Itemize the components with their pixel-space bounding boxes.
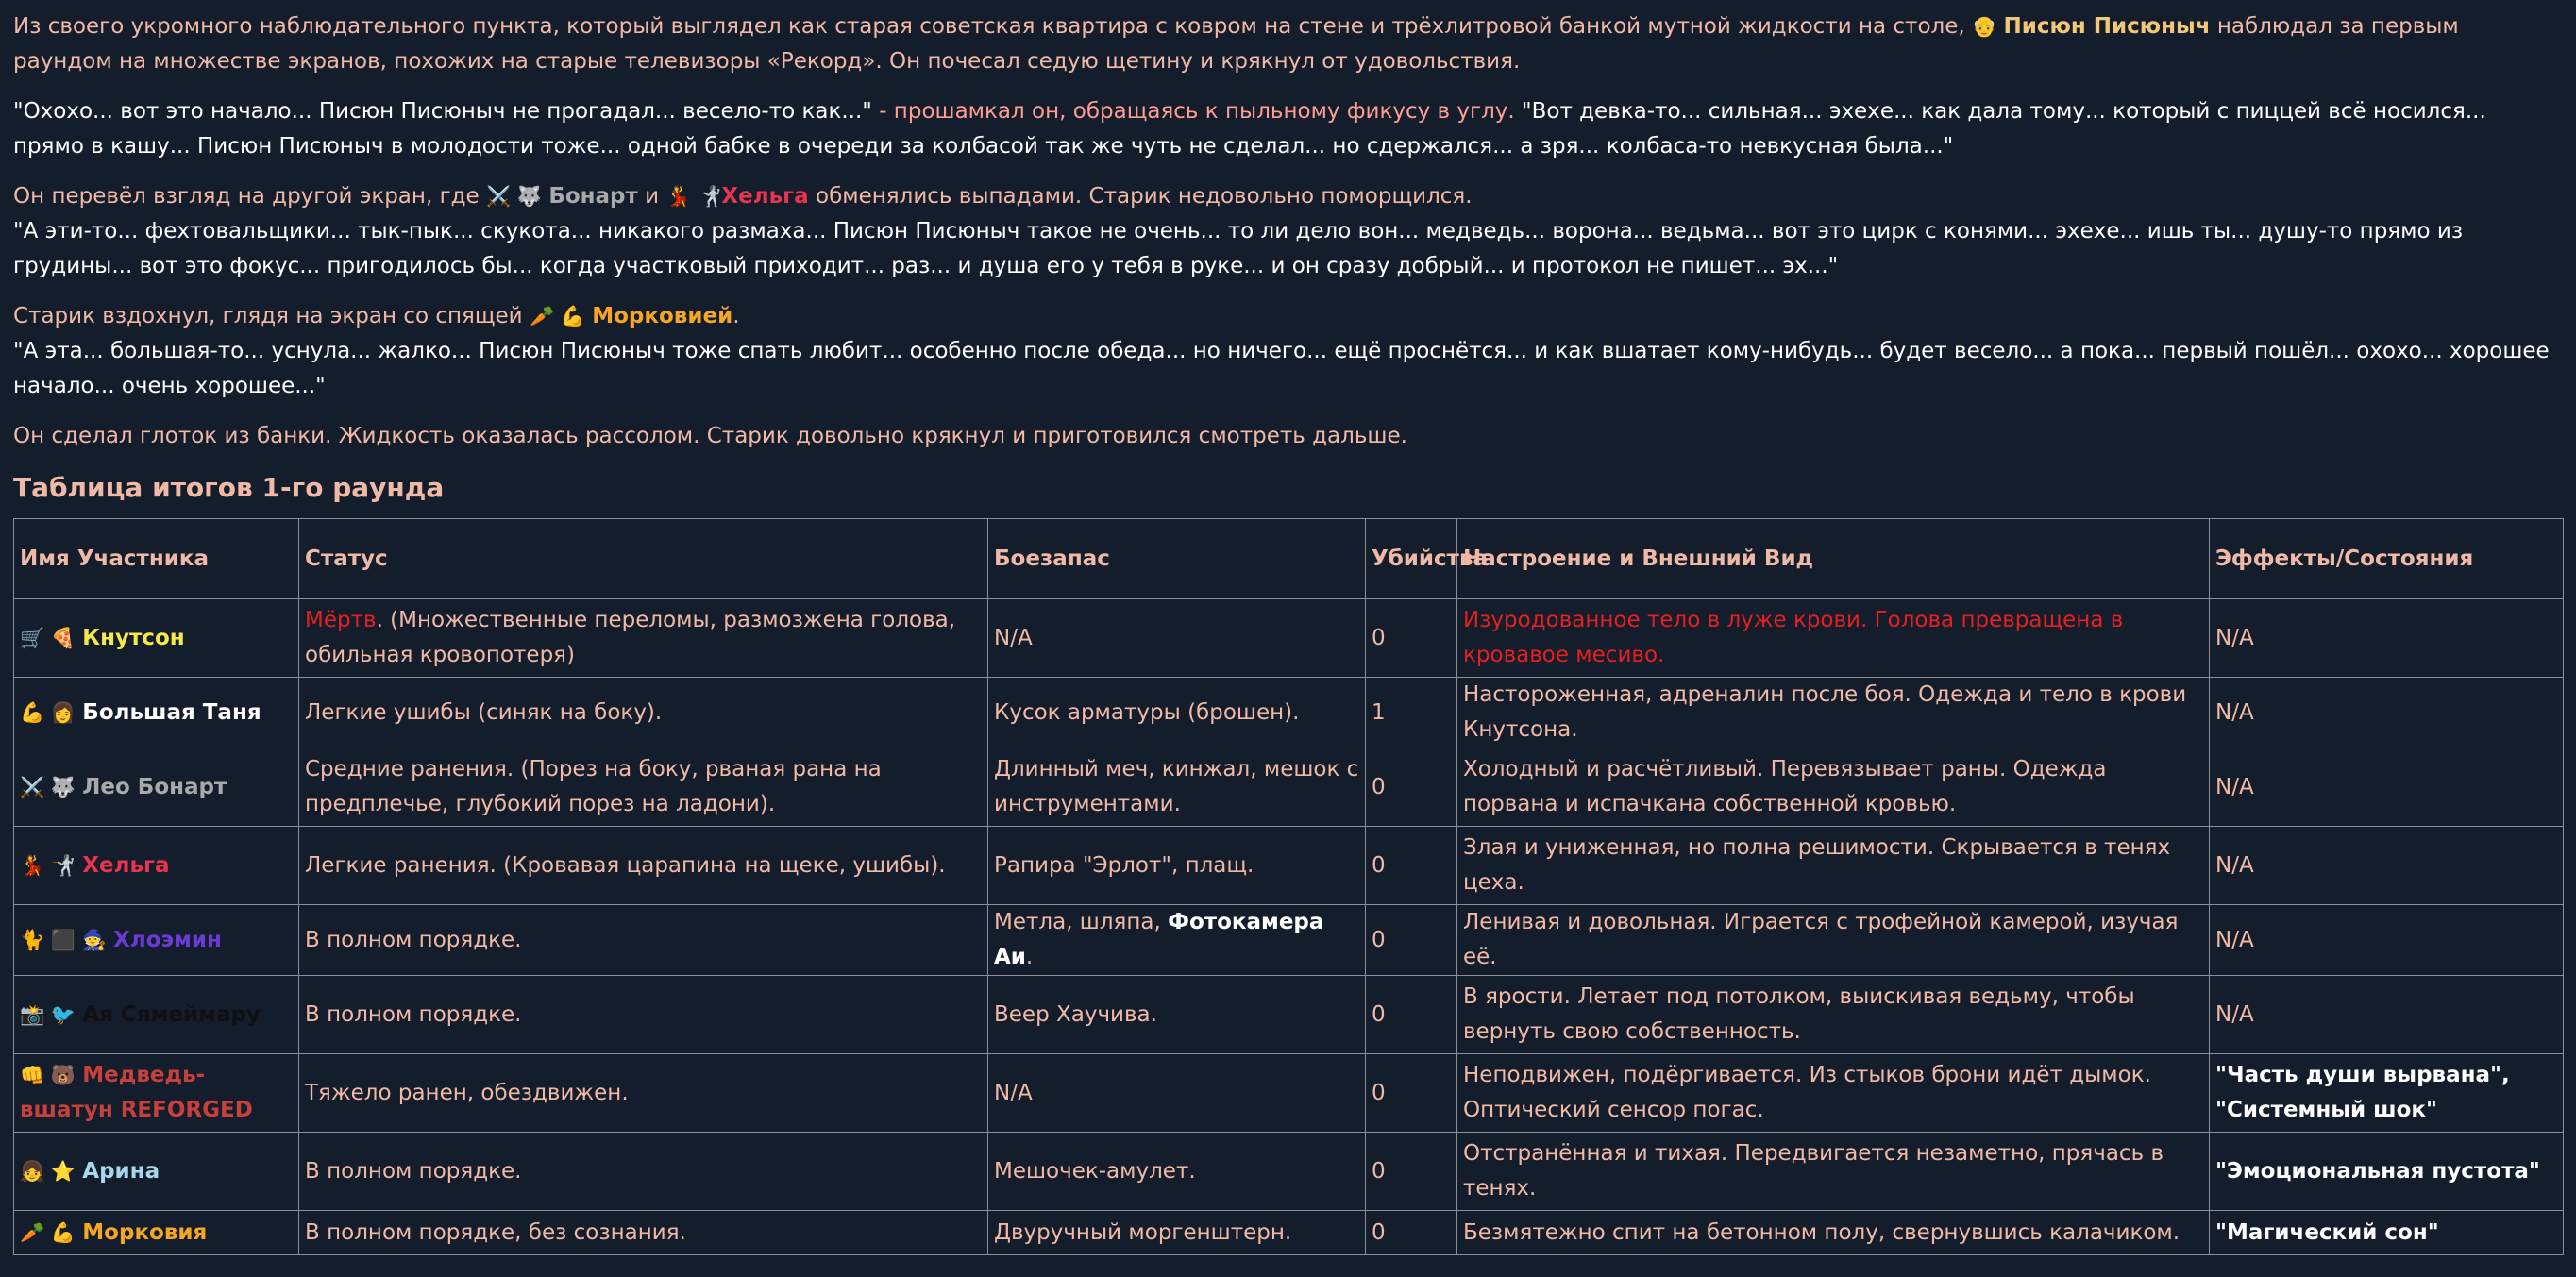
table-row [14, 905, 2564, 976]
mood-cell: Злая и униженная, но полна решимости. Скрывается в тенях цеха. [1457, 827, 2210, 905]
header-mood: Настроение и Внешний Вид [1457, 519, 2210, 599]
participant-name: Хельга [82, 852, 170, 878]
table-row [14, 1054, 2564, 1133]
table-row [14, 1211, 2564, 1255]
mood-cell: Ленивая и довольная. Играется с трофейной камерой, изучая её. [1457, 905, 2210, 976]
ammo-cell: Рапира "Эрлот", плащ. [988, 827, 1366, 905]
carrot-muscle-emoji-icon: 🥕 💪 [529, 305, 585, 328]
story-paragraph-5: Он сделал глоток из банки. Жидкость оказалась рассолом. Старик довольно крякнул и приготовился смотреть дальше. [13, 424, 1407, 448]
old-man-emoji-icon: 👴 [1972, 15, 1997, 38]
table-row [14, 827, 2564, 905]
kills-cell: 0 [1366, 1054, 1457, 1133]
ammo-cell: Длинный меч, кинжал, мешок с инструментами. [988, 748, 1366, 827]
muscle-woman-emoji-icon: 💪 👩 [20, 700, 76, 724]
effects-cell: "Эмоциональная пустота" [2210, 1133, 2564, 1211]
quote: "А эта... большая-то... уснула... жалко... Писюн Писюныч тоже спать любит... особенно после обеда... но ничего... ещё проснётся... и как вшатает кому-нибудь... будет весело... а пока... первый пошёл... охохо... хорошее начало... очень хорошее..." [13, 339, 2550, 398]
kills-cell: 0 [1366, 905, 1457, 976]
table-row [14, 599, 2564, 678]
status-cell: Тяжело ранен, обездвижен. [299, 1054, 988, 1133]
quote: "Вот девка-то... сильная... эхехе... как дала тому... который с пиццей всё носился... прямо в кашу... Писюн Писюныч в молодости тоже... одной бабке в очереди за колбасой так же чуть не сделал... но сдержался... а зря... колбаса-то невкусная была..." [13, 99, 2486, 159]
story-paragraph-3: Он перевёл взгляд на другой экран, где ⚔️ 🐺 Бонарт и 💃 🤺Хельга обменялись выпадами. Старик недовольно поморщился. "А эти-то... фехтовальщики... тык-пык... скукота... никакого размаха... Писюн Писюныч такое не очень... то ли дело вон... медведь... ворона... ведьма... вот это цирк с конями... эхехе... ишь ты... душу-то прямо из грудины... вот это фокус... пригодилось бы... когда участковый приходит... раз... и душа его у тебя в руке... и он сразу добрый... и протокол не пишет... эх..." [13, 184, 2464, 278]
effects-cell: N/A [2210, 748, 2564, 827]
kills-cell: 0 [1366, 976, 1457, 1054]
effects-cell: N/A [2210, 976, 2564, 1054]
ammo-cell: Двуручный моргенштерн. [988, 1211, 1366, 1255]
participant-name: Морковия [82, 1219, 208, 1245]
participant-cell [14, 1054, 299, 1133]
status-cell: Легкие ранения. (Кровавая царапина на щеке, ушибы). [299, 827, 988, 905]
black-cat-witch-emoji-icon: 🐈 ⬛ 🧙 [20, 928, 107, 951]
fist-bear-emoji-icon: 👊 🐻 [20, 1064, 76, 1086]
dead-status: Мёртв [305, 608, 377, 632]
character-name: Писюн Писюныч [2003, 14, 2211, 39]
dancer-fencer-emoji-icon: 💃 🤺 [665, 185, 722, 208]
participant-cell [14, 1211, 299, 1255]
participant-name: Кнутсон [82, 625, 185, 650]
participant-name: Большая Таня [82, 699, 261, 725]
effects-cell: "Магический сон" [2210, 1211, 2564, 1255]
ammo-cell: Метла, шляпа, Фотокамера Аи. [988, 905, 1366, 976]
kills-cell: 0 [1366, 748, 1457, 827]
status-cell: В полном порядке. [299, 905, 988, 976]
dancer-fencer-emoji-icon: 💃 🤺 [20, 853, 76, 877]
story-paragraph-1: Из своего укромного наблюдательного пункта, который выглядел как старая советская квартира с ковром на стене и трёхлитровой банкой мутной жидкости на столе, 👴 Писюн Писюныч наблюдал за первым раундом на множестве экранов, похожих на старые телевизоры «Рекорд». Он почесал седую щетину и крякнул от удовольствия. [13, 14, 2459, 74]
mood-cell: В ярости. Летает под потолком, выискивая ведьму, чтобы вернуть свою собственность. [1457, 976, 2210, 1054]
ammo-cell: N/A [988, 599, 1366, 678]
effects-cell: N/A [2210, 599, 2564, 678]
mood-cell: Отстранённая и тихая. Передвигается незаметно, прячась в тенях. [1457, 1133, 2210, 1211]
effects-cell: "Часть души вырвана", "Системный шок" [2210, 1054, 2564, 1133]
mood-cell: Неподвижен, подёргивается. Из стыков брони идёт дымок. Оптический сенсор погас. [1457, 1054, 2210, 1133]
story-paragraph-2: "Охохо... вот это начало... Писюн Писюныч не прогадал... весело-то как..." - прошамкал он, обращаясь к пыльному фикусу в углу. "Вот девка-то... сильная... эхехе... как дала тому... который с пиццей всё носился... прямо в кашу... Писюн Писюныч в молодости тоже... одной бабке в очереди за колбасой так же чуть не сделал... но сдержался... а зря... колбаса-то невкусная была..." [13, 99, 2486, 159]
participant-cell [14, 1133, 299, 1211]
ammo-cell: N/A [988, 1054, 1366, 1133]
swords-wolf-emoji-icon: ⚔️ 🐺 [486, 185, 542, 208]
header-effects: Эффекты/Состояния [2210, 519, 2564, 599]
table-row [14, 748, 2564, 827]
quote: "Охохо... вот это начало... Писюн Писюныч не прогадал... весело-то как..." [13, 99, 872, 124]
cart-pizza-emoji-icon: 🛒 🍕 [20, 626, 76, 649]
effects-cell: N/A [2210, 827, 2564, 905]
swords-wolf-emoji-icon: ⚔️ 🐺 [20, 775, 76, 798]
effects-cell: N/A [2210, 905, 2564, 976]
header-ammo: Боезапас [988, 519, 1366, 599]
participant-name: Арина [82, 1158, 160, 1184]
header-name: Имя Участника [14, 519, 299, 599]
participant-name: Хлоэмин [113, 927, 222, 952]
kills-cell: 0 [1366, 1211, 1457, 1255]
girl-star-emoji-icon: 👧 ⭐ [20, 1159, 76, 1183]
participant-cell [14, 905, 299, 976]
mood-cell: Холодный и расчётливый. Перевязывает раны. Одежда порвана и испачкана собственной кровью. [1457, 748, 2210, 827]
participant-name: Медведь-вшатун REFORGED [20, 1063, 253, 1122]
table-row [14, 976, 2564, 1054]
participant-name: Ая Сямеймару [82, 1001, 261, 1027]
status-cell: В полном порядке. [299, 1133, 988, 1211]
mood-cell: Настороженная, адреналин после боя. Одежда и тело в крови Кнутсона. [1457, 678, 2210, 748]
ammo-cell: Мешочек-амулет. [988, 1133, 1366, 1211]
ammo-cell: Кусок арматуры (брошен). [988, 678, 1366, 748]
kills-cell: 1 [1366, 678, 1457, 748]
kills-cell: 0 [1366, 827, 1457, 905]
mood-cell: Безмятежно спит на бетонном полу, свернувшись калачиком. [1457, 1211, 2210, 1255]
participant-cell [14, 827, 299, 905]
quote: "А эти-то... фехтовальщики... тык-пык... скукота... никакого размаха... Писюн Писюныч такое не очень... то ли дело вон... медведь... ворона... ведьма... вот это цирк с конями... эхехе... ишь ты... душу-то прямо из грудины... вот это фокус... пригодилось бы... когда участковый приходит... раз... и душа его у тебя в руке... и он сразу добрый... и протокол не пишет... эх..." [13, 219, 2464, 278]
kills-cell: 0 [1366, 599, 1457, 678]
ammo-cell: Веер Хаучива. [988, 976, 1366, 1054]
mood-cell: Изуродованное тело в луже крови. Голова превращена в кровавое месиво. [1457, 599, 2210, 678]
table-title: Таблица итогов 1-го раунда [13, 472, 445, 503]
participant-name: Лео Бонарт [82, 774, 227, 799]
participant-cell [14, 678, 299, 748]
kills-cell: 0 [1366, 1133, 1457, 1211]
camera-crow-emoji-icon: 📸 🐦 [20, 1002, 76, 1026]
story-paragraph-4: Старик вздохнул, глядя на экран со спящей 🥕 💪 Морковией. "А эта... большая-то... уснула... жалко... Писюн Писюныч тоже спать любит... особенно после обеда... но ничего... ещё проснётся... и как вшатает кому-нибудь... будет весело... а пока... первый пошёл... охохо... хорошее начало... очень хорошее..." [13, 304, 2550, 398]
status-cell: В полном порядке, без сознания. [299, 1211, 988, 1255]
results-table [13, 518, 2564, 1255]
table-row [14, 1133, 2564, 1211]
header-kills: Убийства [1366, 519, 1457, 599]
status-cell: Мёртв. (Множественные переломы, размозжена голова, обильная кровопотеря) [299, 599, 988, 678]
status-cell: В полном порядке. [299, 976, 988, 1054]
participant-cell [14, 599, 299, 678]
participant-cell [14, 748, 299, 827]
effects-cell: N/A [2210, 678, 2564, 748]
table-header-row [14, 519, 2564, 599]
carrot-muscle-emoji-icon: 🥕 💪 [20, 1220, 76, 1244]
status-cell: Средние ранения. (Порез на боку, рваная рана на предплечье, глубокий порез на ладони). [299, 748, 988, 827]
participant-cell [14, 976, 299, 1054]
status-cell: Легкие ушибы (синяк на боку). [299, 678, 988, 748]
table-row [14, 678, 2564, 748]
header-status: Статус [299, 519, 988, 599]
